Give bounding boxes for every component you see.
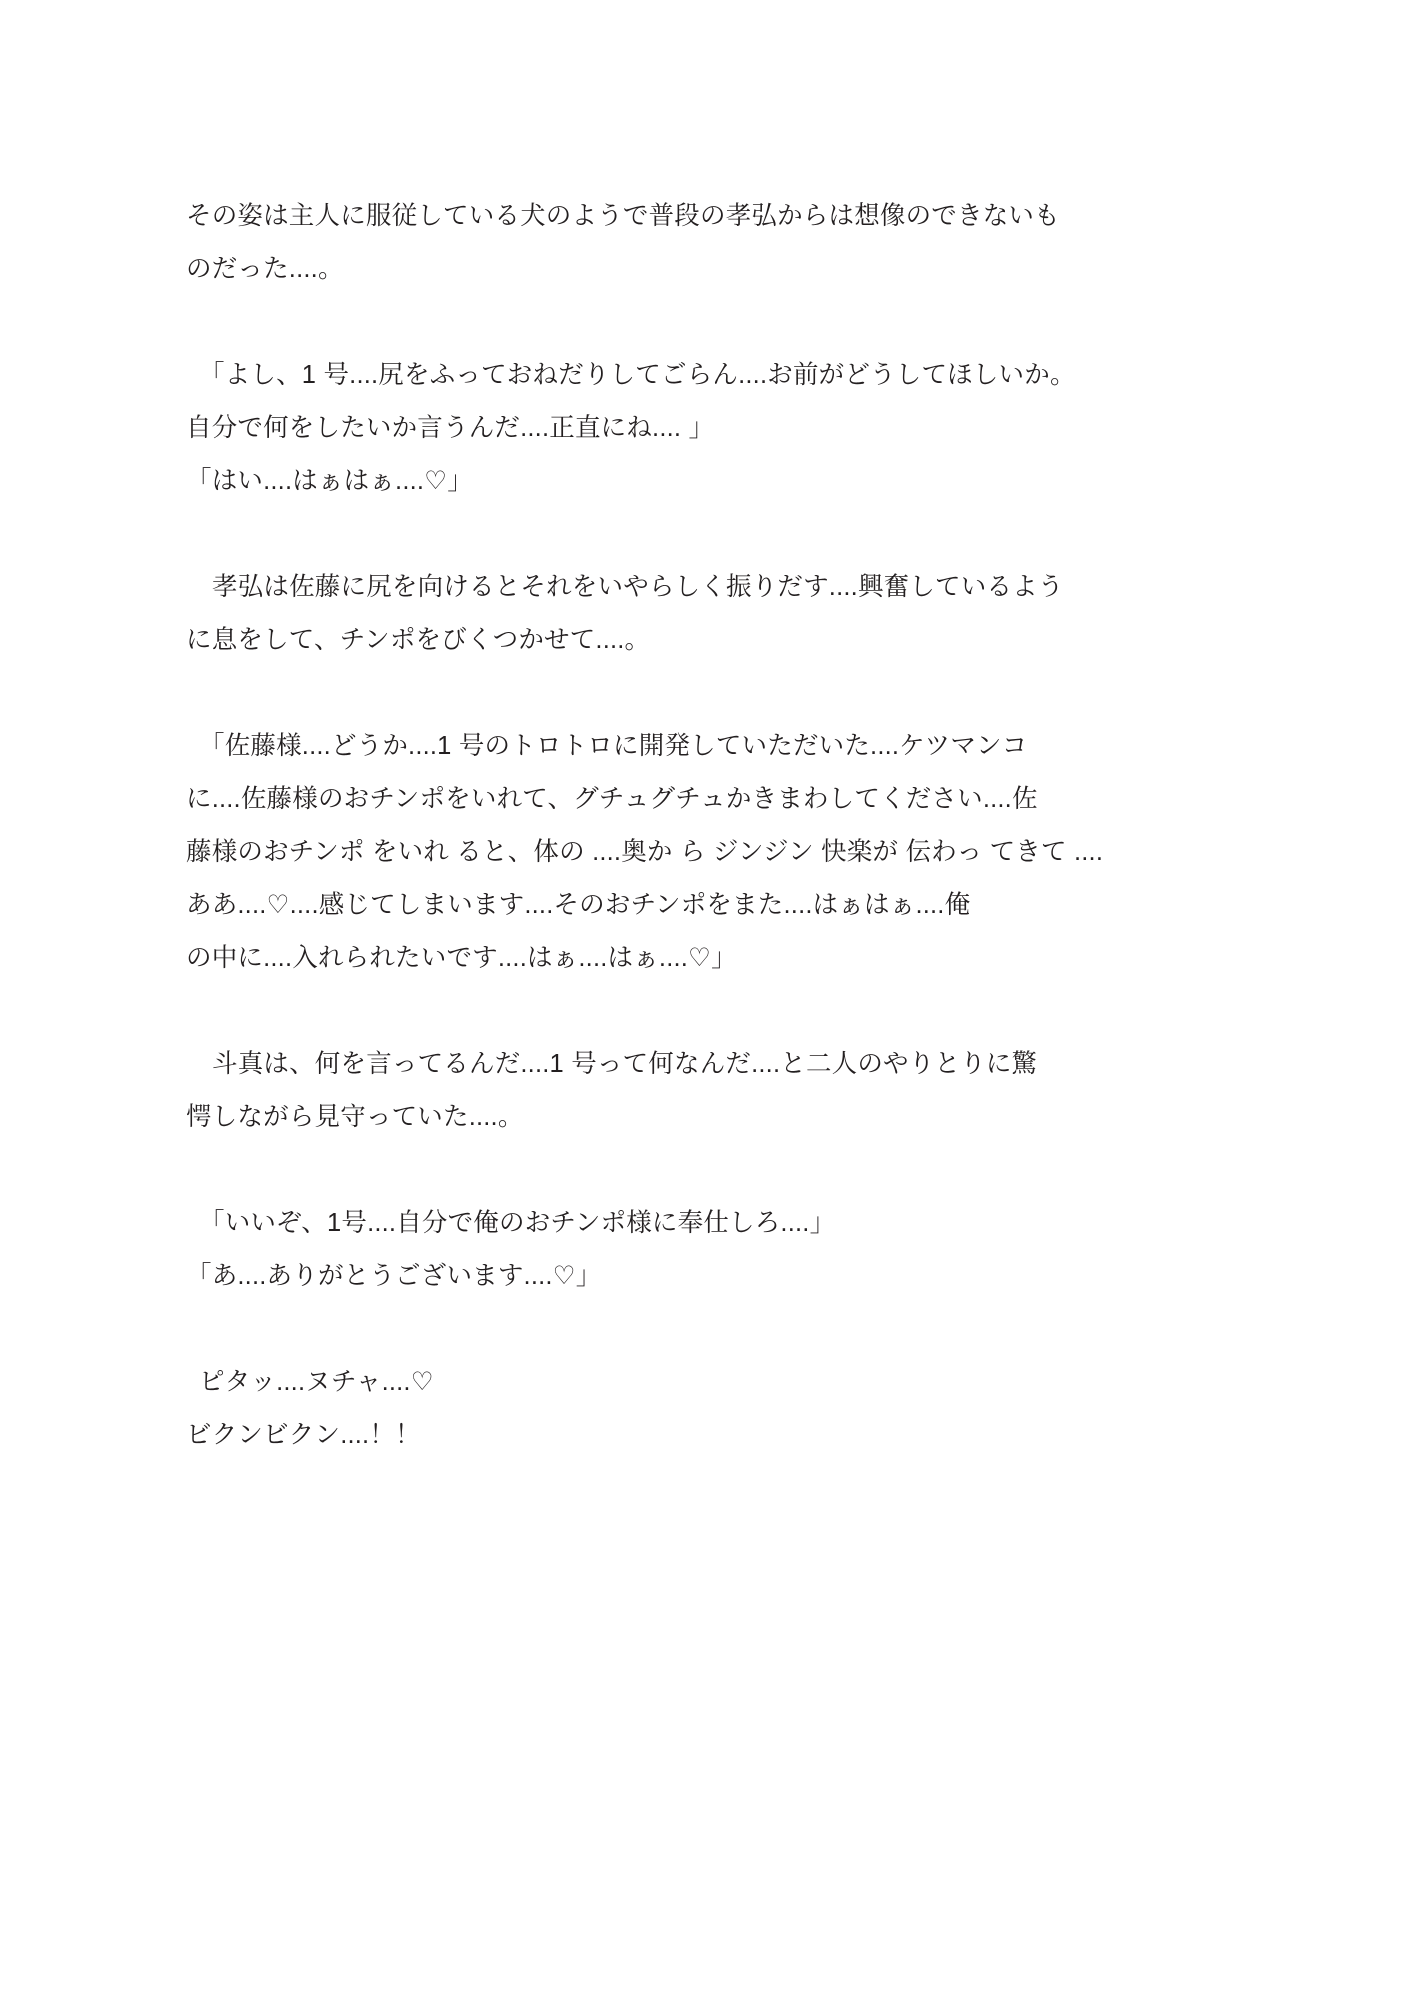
text-line: 「あ....ありがとうございます....♡」 — [186, 1262, 602, 1290]
text-line: に息をして、チンポをびくつかせて....。 — [186, 626, 651, 654]
paragraph-indent — [186, 1356, 199, 1409]
paragraph-spacer — [186, 985, 1234, 1038]
paragraph — [186, 720, 1234, 985]
paragraph-indent — [186, 349, 199, 402]
paragraph-spacer — [186, 1144, 1234, 1197]
paragraph — [186, 1038, 1234, 1144]
text-line — [186, 1356, 1234, 1409]
text-line: 自分で何をしたいか言うんだ....正直にね.... 」 — [186, 414, 715, 442]
paragraph — [186, 349, 1234, 508]
paragraph — [186, 561, 1234, 667]
paragraph-spacer — [186, 667, 1234, 720]
paragraph-indent — [186, 1038, 212, 1091]
text-line: 愕しながら見守っていた....。 — [186, 1103, 524, 1131]
paragraph-spacer — [186, 508, 1234, 561]
text-run: 「よし、1 号....尻をふっておねだりしてごらん....お前がどうしてほしいか。 — [199, 361, 1076, 389]
paragraph-indent — [186, 561, 212, 614]
paragraph — [186, 190, 1234, 296]
paragraph — [186, 1356, 1234, 1462]
text-line: ビクンビクン....！！ — [186, 1421, 421, 1449]
text-run: 斗真は、何を言ってるんだ....1 号って何なんだ....と二人のやりとりに驚 — [212, 1050, 1038, 1078]
text-line: に....佐藤様のおチンポをいれて、グチュグチュかきまわしてください....佐 — [186, 785, 1038, 813]
text-run: 「佐藤様....どうか....1 号のトロトロに開発していただいた....ケツマンコ — [199, 732, 1028, 760]
text-line: 藤様のおチンポ をいれ ると、体の ....奥か ら ジンジン 快楽が 伝わっ てきて .... — [186, 838, 1104, 866]
text-line: の中に....入れられたいです....はぁ....はぁ....♡」 — [186, 944, 737, 972]
text-line: のだった....。 — [186, 255, 344, 283]
text-line: その姿は主人に服従している犬のようで普段の孝弘からは想像のできないも — [186, 202, 1060, 230]
text-line — [186, 720, 1234, 773]
paragraph-indent — [186, 1197, 199, 1250]
paragraph-spacer — [186, 1303, 1234, 1356]
text-run: 「いいぞ、1号....自分で俺のおチンポ様に奉仕しろ....」 — [199, 1209, 836, 1237]
text-line: 「はい....はぁはぁ....♡」 — [186, 467, 473, 495]
text-line — [186, 1197, 1234, 1250]
text-line — [186, 349, 1234, 402]
text-run: 孝弘は佐藤に尻を向けるとそれをいやらしく振りだす....興奮しているよう — [212, 573, 1064, 601]
text-line — [186, 561, 1234, 614]
paragraph — [186, 1197, 1234, 1303]
paragraph-spacer — [186, 296, 1234, 349]
document-body — [186, 190, 1234, 1462]
text-line: ああ....♡....感じてしまいます....そのおチンポをまた....はぁはぁ....俺 — [186, 891, 971, 919]
paragraph-indent — [186, 720, 199, 773]
text-run: ピタッ....ヌチャ....♡ — [199, 1368, 434, 1396]
text-line — [186, 1038, 1234, 1091]
